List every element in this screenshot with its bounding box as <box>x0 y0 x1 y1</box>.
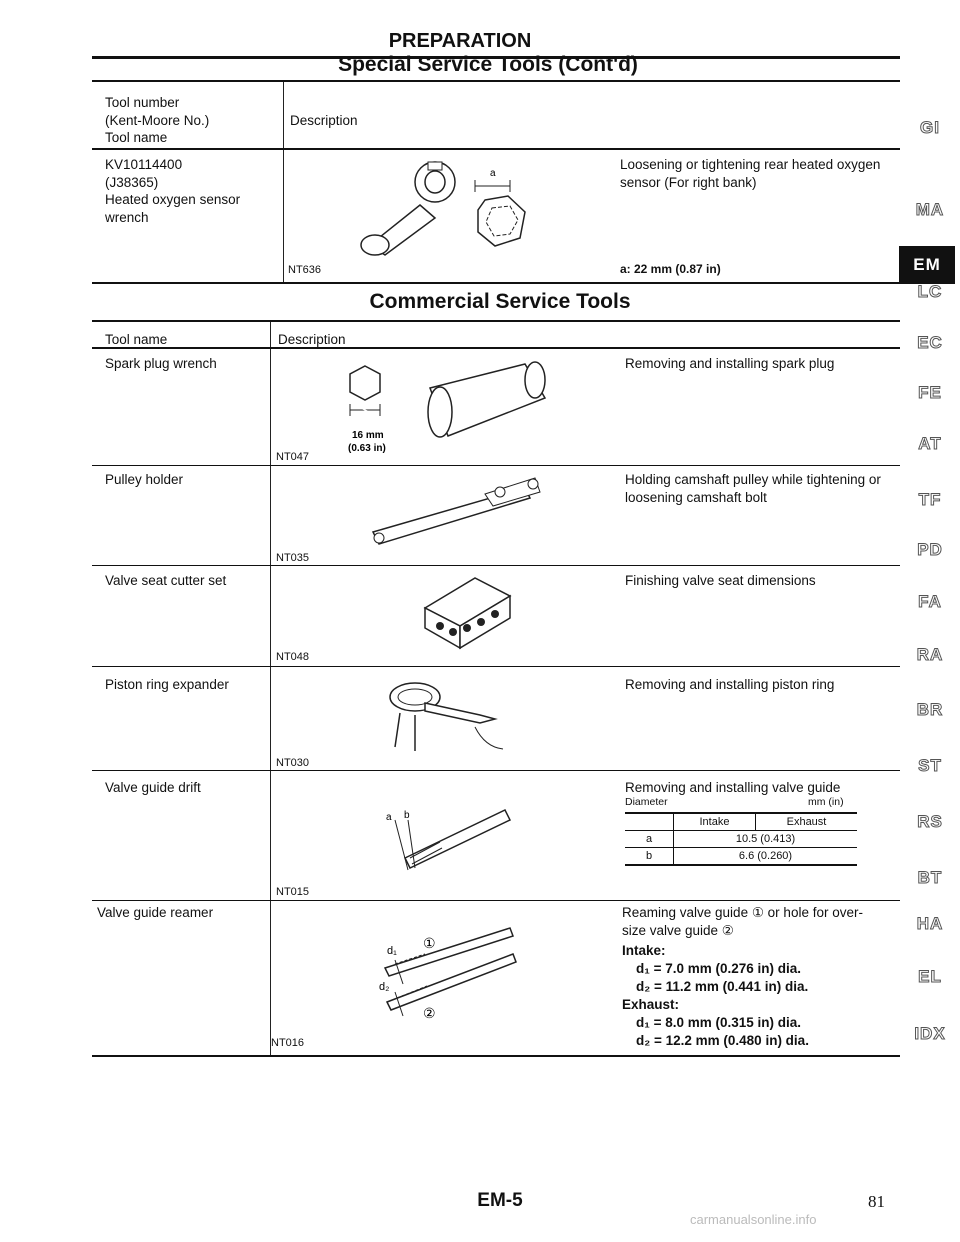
code-nt035: NT035 <box>276 552 310 564</box>
tab-ra[interactable]: RA <box>916 645 944 664</box>
reamer-intake-d2: d₂ = 11.2 mm (0.441 in) dia. <box>636 979 809 994</box>
tab-tf[interactable]: TF <box>918 490 942 509</box>
tab-lc[interactable]: LC <box>917 282 943 301</box>
diameter-unit: mm (in) <box>808 796 844 808</box>
page-number: 81 <box>868 1192 885 1211</box>
reamer-intake-label: Intake: <box>622 943 666 958</box>
tool-desc-valve-guide-drift: Removing and installing valve guide <box>625 780 841 795</box>
diameter-label: Diameter <box>625 796 668 808</box>
page-title: PREPARATION <box>388 30 532 52</box>
reamer-exhaust-d1: d₁ = 8.0 mm (0.315 in) dia. <box>636 1015 802 1030</box>
tab-bt[interactable]: BT <box>917 868 943 887</box>
col2-header: Description <box>290 113 358 128</box>
tab-fe[interactable]: FE <box>918 383 942 402</box>
section-title-commercial: Commercial Service Tools <box>369 290 631 313</box>
header-rule-2 <box>92 80 900 82</box>
tool-description: Loosening or tightening rear heated oxygen sensor (For right bank) <box>620 157 881 190</box>
fig-label-d1: d₁ <box>387 945 397 957</box>
page-subtitle: Special Service Tools (Cont'd) <box>338 53 638 76</box>
tool-name-valve-seat-cutter-set: Valve seat cutter set <box>105 573 227 588</box>
commercial-col1-header: Tool name <box>105 332 168 347</box>
code-nt047: NT047 <box>276 451 310 463</box>
oxygen-sensor-wrench-illustration <box>350 160 550 260</box>
code-nt015: NT015 <box>276 886 310 898</box>
tab-ec[interactable]: EC <box>917 333 943 352</box>
fig-label-a: a <box>386 812 392 823</box>
tab-gi[interactable]: GI <box>920 118 940 137</box>
tab-pd[interactable]: PD <box>917 540 943 559</box>
code-nt030: NT030 <box>276 757 310 769</box>
tool-dimension: a: 22 mm (0.87 in) <box>620 262 721 276</box>
tool-name-valve-guide-reamer: Valve guide reamer <box>97 905 214 920</box>
column-divider <box>283 82 284 282</box>
row-rule <box>92 565 900 566</box>
code-nt016: NT016 <box>271 1037 305 1049</box>
page-label: EM-5 <box>477 1190 523 1211</box>
fig-063in: (0.63 in) <box>348 443 386 454</box>
row-rule <box>92 770 900 771</box>
tab-em[interactable]: EM <box>899 246 955 284</box>
tab-st[interactable]: ST <box>918 756 942 775</box>
row-label-b: b <box>645 850 653 862</box>
tab-ma[interactable]: MA <box>915 200 945 219</box>
tab-ha[interactable]: HA <box>916 914 944 933</box>
code-nt048: NT048 <box>276 651 310 663</box>
fig-16mm: 16 mm <box>352 430 384 441</box>
tab-at[interactable]: AT <box>918 434 942 453</box>
col1-header: Tool number (Kent-Moore No.) Tool name <box>105 95 210 145</box>
figure-code: NT636 <box>288 264 322 276</box>
valve-guide-reamer-illustration <box>365 920 525 1025</box>
table-bottom-rule <box>92 1055 900 1057</box>
tab-br[interactable]: BR <box>916 700 944 719</box>
fig-callout-2: ② <box>423 1005 436 1021</box>
fig-callout-1: ① <box>423 935 436 951</box>
tool-desc-valve-seat-cutter-set: Finishing valve seat dimensions <box>625 573 816 588</box>
spark-plug-wrench-illustration <box>330 358 560 463</box>
table-end-rule <box>92 282 900 284</box>
tool-name-piston-ring-expander: Piston ring expander <box>105 677 229 692</box>
tool-desc-piston-ring-expander: Removing and installing piston ring <box>625 677 835 692</box>
tool-name-pulley-holder: Pulley holder <box>105 472 184 487</box>
row-rule <box>92 666 900 667</box>
piston-ring-expander-illustration <box>385 675 510 760</box>
valve-seat-cutter-set-illustration <box>415 568 525 658</box>
tab-fa[interactable]: FA <box>918 592 942 611</box>
figure-label-a: a <box>490 168 496 179</box>
reamer-exhaust-d2: d₂ = 12.2 mm (0.480 in) dia. <box>636 1033 809 1048</box>
tool-desc-spark-plug-wrench: Removing and installing spark plug <box>625 356 835 371</box>
watermark: carmanualsonline.info <box>690 1212 817 1227</box>
valve-guide-drift-illustration <box>370 790 520 885</box>
tab-rs[interactable]: RS <box>917 812 943 831</box>
commercial-header-rule <box>92 347 900 349</box>
row-value-b: 6.6 (0.260) <box>674 848 858 866</box>
valve-guide-table <box>625 812 857 866</box>
tool-desc-valve-guide-reamer: Reaming valve guide ① or hole for over- size valve guide ② <box>622 905 863 938</box>
row-value-a: 10.5 (0.413) <box>674 831 858 848</box>
tool-desc-pulley-holder: Holding camshaft pulley while tightening or loosening camshaft bolt <box>625 472 881 505</box>
row-label-a: a <box>645 833 653 845</box>
commercial-col2-header: Description <box>278 332 346 347</box>
header-exhaust: Exhaust <box>755 813 857 831</box>
tool-name-spark-plug-wrench: Spark plug wrench <box>105 356 217 371</box>
tab-idx[interactable]: IDX <box>914 1024 946 1043</box>
fig-label-d2: d₂ <box>379 981 390 993</box>
fig-label-b: b <box>404 810 410 821</box>
tool-name-valve-guide-drift: Valve guide drift <box>105 780 201 795</box>
header-intake: Intake <box>674 813 756 831</box>
row-rule <box>92 465 900 466</box>
commercial-rule <box>92 320 900 322</box>
commercial-column-divider <box>270 322 271 1056</box>
reamer-exhaust-label: Exhaust: <box>622 997 680 1012</box>
tab-el[interactable]: EL <box>918 967 942 986</box>
reamer-intake-d1: d₁ = 7.0 mm (0.276 in) dia. <box>636 961 802 976</box>
tool-identity: KV10114400 (J38365) Heated oxygen sensor wrench <box>105 157 241 225</box>
table-rule <box>92 148 900 150</box>
row-rule <box>92 900 900 901</box>
pulley-holder-illustration <box>365 470 545 550</box>
